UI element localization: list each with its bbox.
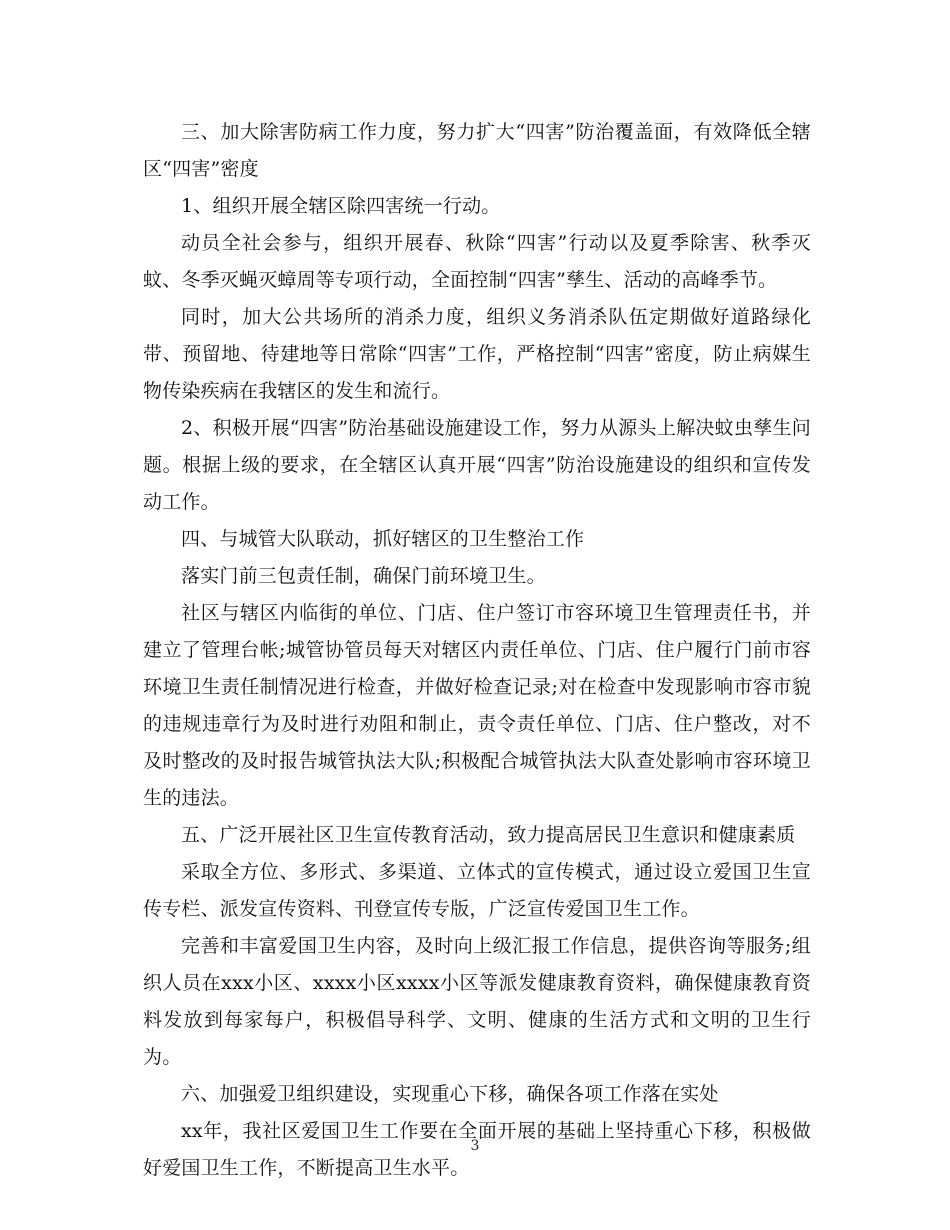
section-heading-three: 三、加大除害防病工作力度，努力扩大“四害”防治覆盖面，有效降低全辖区“四害”密度 <box>143 121 811 180</box>
subsection-heading-1: 1、组织开展全辖区除四害统一行动。 <box>181 195 501 217</box>
body-paragraph: 社区与辖区内临街的单位、门店、住户签订市容环境卫生管理责任书，并建立了管理台帐;城管协管员每天对辖区内责任单位、门店、住户履行门前市容环境卫生责任制情况进行检查，并做好检查记录;对在检查中发现影响市容市貌的违规违章行为及时进行劝阻和制止，责令责任单位、门店、住户整改，对不及时整改的及时报告城管执法大队;积极配合城管执法大队查处影响市容环境卫生的违法。 <box>143 602 811 809</box>
body-paragraph: 完善和丰富爱国卫生内容，及时向上级汇报工作信息，提供咨询等服务;组织人员在xxx小区、xxxx小区xxxx小区等派发健康教育资料，确保健康教育资料发放到每家每户，积极倡导科学、文明、健康的生活方式和文明的卫生行为。 <box>143 935 811 1068</box>
page-number: 3 <box>470 1138 480 1154</box>
body-paragraph: 采取全方位、多形式、多渠道、立体式的宣传模式，通过设立爱国卫生宣传专栏、派发宣传资料、刊登宣传专版，广泛宣传爱国卫生工作。 <box>143 861 811 920</box>
section-heading-four: 四、与城管大队联动，抓好辖区的卫生整治工作 <box>181 528 585 550</box>
subsection-heading-2: 2、积极开展“四害”防治基础设施建设工作，努力从源头上解决蚊虫孳生问题。根据上级的要求，在全辖区认真开展“四害”防治设施建设的组织和宣传发动工作。 <box>143 417 811 513</box>
body-paragraph: 同时，加大公共场所的消杀力度，组织义务消杀队伍定期做好道路绿化带、预留地、待建地等日常除“四害”工作，严格控制“四害”密度，防止病媒生物传染疾病在我辖区的发生和流行。 <box>143 306 811 402</box>
body-paragraph: xx年，我社区爱国卫生工作要在全面开展的基础上坚持重心下移，积极做好爱国卫生工作，不断提高卫生水平。 <box>143 1120 811 1179</box>
section-heading-five: 五、广泛开展社区卫生宣传教育活动，致力提高居民卫生意识和健康素质 <box>181 824 796 846</box>
document-body <box>143 114 811 1187</box>
body-paragraph: 落实门前三包责任制，确保门前环境卫生。 <box>181 565 546 587</box>
body-paragraph: 动员全社会参与，组织开展春、秋除“四害”行动以及夏季除害、秋季灭蚊、冬季灭蝇灭蟑周等专项行动，全面控制“四害”孳生、活动的高峰季节。 <box>143 232 811 291</box>
section-heading-six: 六、加强爱卫组织建设，实现重心下移，确保各项工作落在实处 <box>181 1083 719 1105</box>
